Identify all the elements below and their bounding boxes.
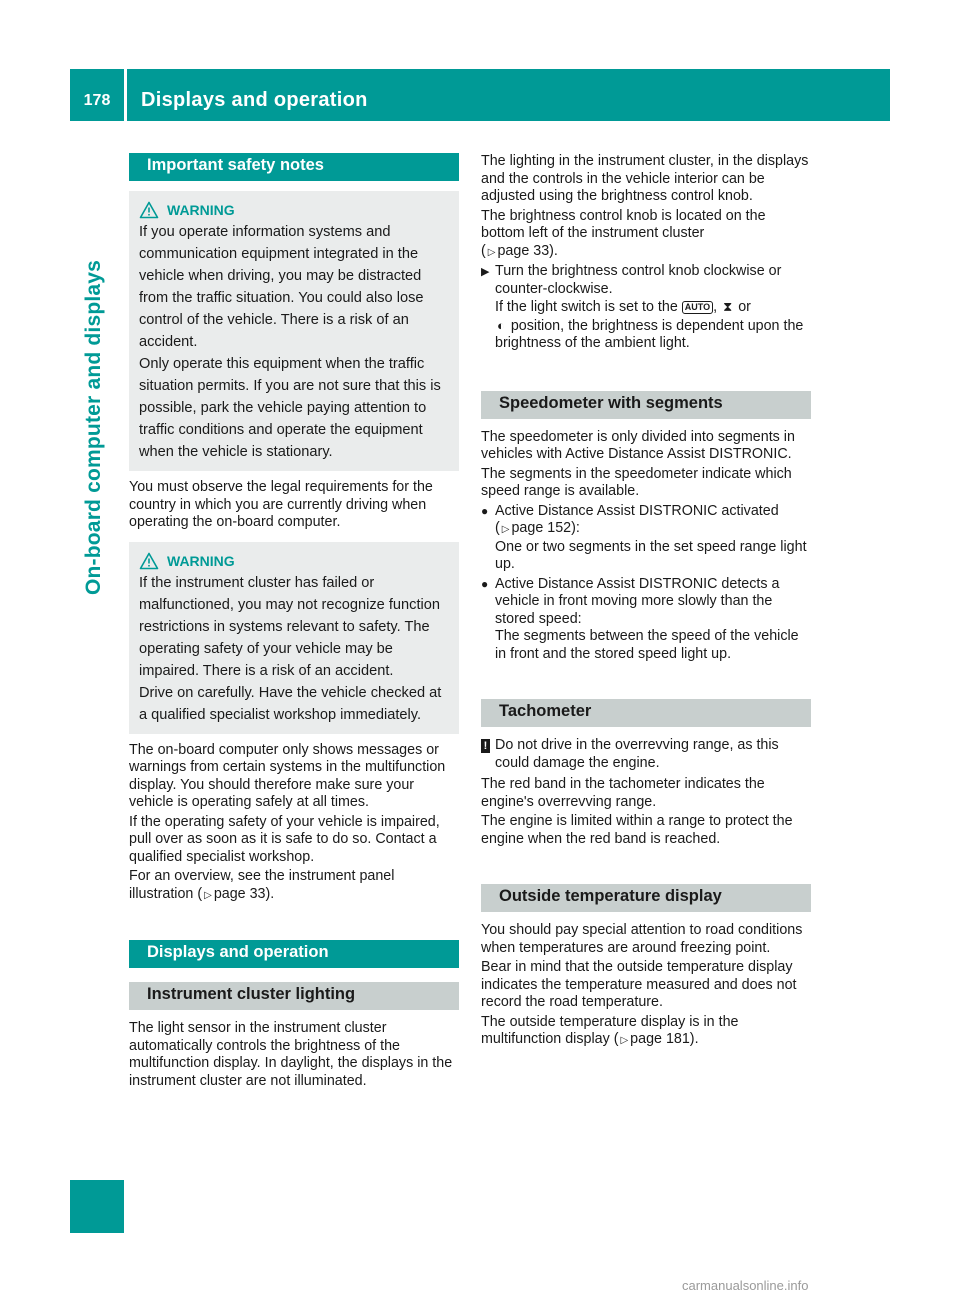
warning-label: WARNING xyxy=(167,202,235,218)
auto-light-icon: AUTO xyxy=(682,301,713,314)
side-tab-label: On-board computer and displays xyxy=(82,259,105,595)
page-ref-link[interactable]: page 152): xyxy=(511,520,580,536)
list-item: ● Active Distance Assist DISTRONIC activated ( ▷ page 152): One or two segments in the set speed range light up. xyxy=(481,502,807,572)
paragraph: You should pay special attention to road conditions when temperatures are around freezing point. xyxy=(481,922,803,956)
bullet-icon: ● xyxy=(481,576,489,591)
warning-text: If you operate information systems and communication equipment integrated in the vehicle when driving, you may be distracted from the traffic situation. You could also lose control of the vehicle. There is a risk of an accident. xyxy=(139,224,424,350)
warning-text: If the instrument cluster has failed or malfunctioned, you may not recognize function restrictions in systems relevant to safety. The operating safety of your vehicle may be impaired. There is a risk of an accident. xyxy=(139,574,440,679)
paragraph: Bear in mind that the outside temperature display indicates the temperature measured and does not record the road temperature. xyxy=(481,959,797,1010)
page-ref-icon: ▷ xyxy=(487,246,496,258)
warning-box xyxy=(129,542,459,734)
section-heading-temperature: Outside temperature display xyxy=(481,884,811,912)
warning-header xyxy=(139,550,449,572)
warning-box xyxy=(129,191,459,471)
section-heading-lighting: Instrument cluster lighting xyxy=(129,982,459,1010)
warning-triangle-icon xyxy=(139,201,159,219)
note-item: ! Do not drive in the overrevving range, as this could damage the engine. xyxy=(481,737,811,772)
page-title: Displays and operation xyxy=(141,88,368,111)
paragraph: The speedometer is only divided into segments in vehicles with Active Distance Assist DISTRONIC. xyxy=(481,428,795,462)
paragraph: The engine is limited within a range to protect the engine when the red band is reached. xyxy=(481,813,793,847)
section-heading-safety: Important safety notes xyxy=(129,153,459,181)
parking-light-icon: ⧗ xyxy=(723,299,733,314)
side-tab-block xyxy=(70,1180,124,1233)
warning-label: WARNING xyxy=(167,552,235,569)
section-heading-speedometer: Speedometer with segments xyxy=(481,391,811,419)
paragraph: If the operating safety of your vehicle is impaired, pull over as soon as it is safe to do so. Contact a qualified specialist workshop. xyxy=(129,813,440,865)
page-ref-icon: ▷ xyxy=(501,524,510,535)
paragraph: The brightness control knob is located on the bottom left of the instrument cluster ( ▷ page 33). xyxy=(481,208,811,262)
right-column xyxy=(481,153,811,1052)
section-heading-displays: Displays and operation xyxy=(129,940,459,968)
warning-triangle-icon xyxy=(139,552,159,570)
bullet-icon: ● xyxy=(481,503,489,518)
page-ref-link[interactable]: page 33). xyxy=(213,885,275,902)
step-arrow-icon: ▶ xyxy=(481,266,490,278)
warning-header xyxy=(139,199,449,221)
page-ref-link[interactable]: page 181). xyxy=(630,1031,699,1047)
low-beam-icon: ◐ xyxy=(497,317,505,333)
list-item: ● Active Distance Assist DISTRONIC detects a vehicle in front moving more slowly than the stored speed: The segments between the speed of the vehicle in front and the stored speed light up. xyxy=(481,575,799,662)
instruction-step: ▶ Turn the brightness control knob clockwise or counter-clockwise. If the light switch is set to the AUTO , ⧗ or ◐ position, the brightness is dependent upon the brightness of the ambient light. xyxy=(481,263,804,351)
section-heading-tachometer: Tachometer xyxy=(481,699,811,727)
watermark: carmanualsonline.info xyxy=(682,1278,809,1293)
page-number: 178 xyxy=(83,92,111,109)
exclamation-icon: ! xyxy=(481,737,495,772)
paragraph: The segments in the speedometer indicate which speed range is available. xyxy=(481,465,792,499)
page-ref-icon: ▷ xyxy=(620,1035,629,1046)
header-divider xyxy=(124,69,127,121)
page-ref-icon: ▷ xyxy=(204,889,212,901)
left-column xyxy=(129,153,459,1092)
paragraph: The outside temperature display is in the multifunction display ( ▷ page 181). xyxy=(481,1014,811,1050)
paragraph: The on-board computer only shows messages or warnings from certain systems in the multifunction display. You should therefore make sure your vehicle is operating safely at all times. xyxy=(129,741,446,810)
warning-text: Drive on carefully. Have the vehicle checked at a qualified specialist workshop immediately. xyxy=(139,684,442,723)
paragraph: The lighting in the instrument cluster, in the displays and the controls in the vehicle interior can be adjusted using the brightness control knob. xyxy=(481,153,809,204)
paragraph: The red band in the tachometer indicates the engine's overrevving range. xyxy=(481,776,765,810)
page-ref-link[interactable]: page 33). xyxy=(497,242,558,259)
paragraph: The light sensor in the instrument cluster automatically controls the brightness of the multifunction display. In daylight, the displays in the instrument cluster are not illuminated. xyxy=(129,1020,453,1089)
warning-text: Only operate this equipment when the traffic situation permits. If you are not sure that this is possible, park the vehicle paying attention to traffic conditions and operate the equipment when the vehicle is stationary. xyxy=(139,356,441,460)
paragraph: For an overview, see the instrument panel illustration ( ▷ page 33). xyxy=(129,868,459,904)
paragraph: You must observe the legal requirements for the country in which you are currently driving when operating the on-board computer. xyxy=(129,479,433,530)
